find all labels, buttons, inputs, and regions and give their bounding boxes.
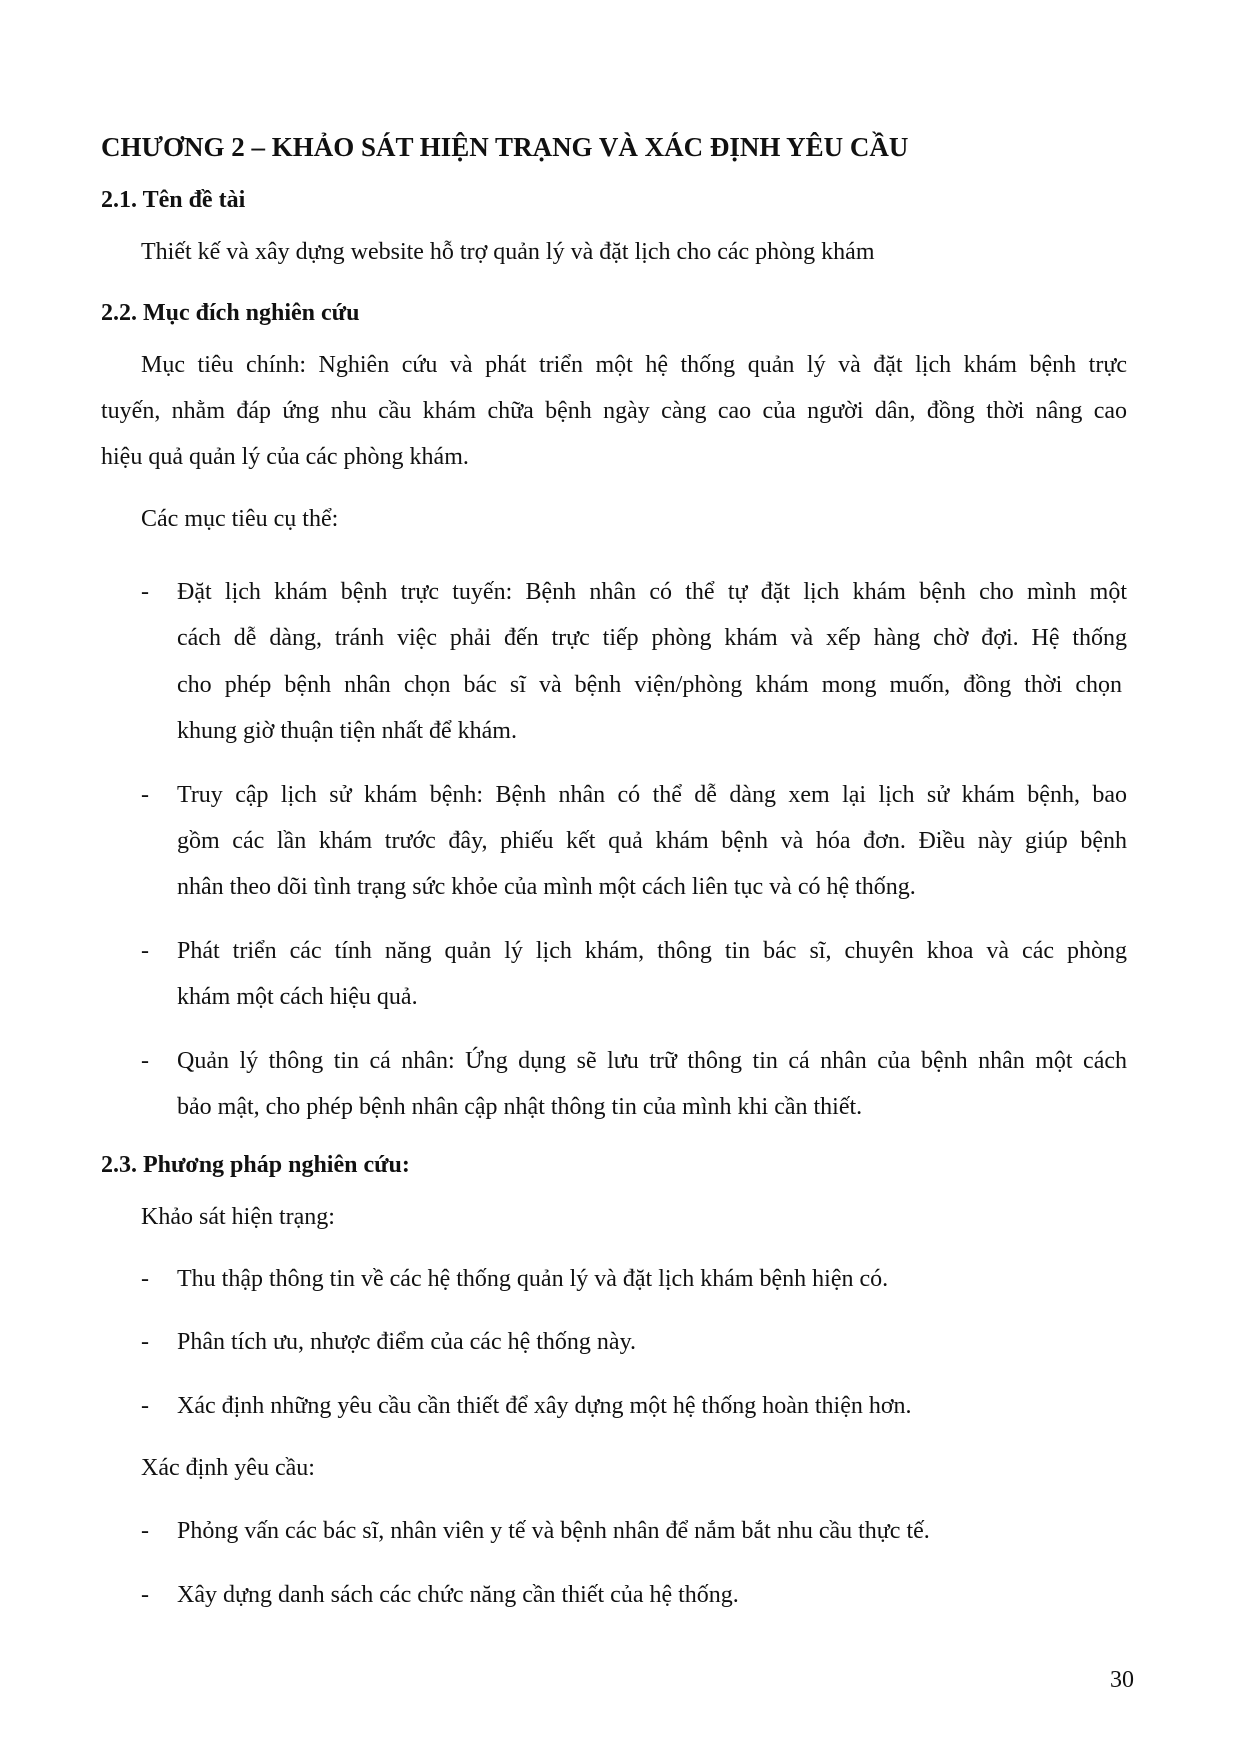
bullet-dash: - — [141, 782, 149, 808]
section-2-1-text: Thiết kế và xây dựng website hỗ trợ quản lý và đặt lịch cho các phòng khám — [141, 239, 875, 265]
main-goal-line-3: hiệu quả quản lý của các phòng khám. — [101, 444, 469, 470]
survey-label: Khảo sát hiện trạng: — [141, 1204, 335, 1230]
requirements-item-2: Xây dựng danh sách các chức năng cần thiết của hệ thống. — [177, 1582, 739, 1608]
bullet-dash: - — [141, 1048, 149, 1074]
section-2-1-heading: 2.1. Tên đề tài — [101, 187, 246, 213]
specific-goals-label: Các mục tiêu cụ thể: — [141, 506, 339, 532]
bullet-dash: - — [141, 1329, 149, 1355]
bullet-1-line-1: Đặt lịch khám bệnh trực tuyến: Bệnh nhân có thể tự đặt lịch khám bệnh cho mình một — [177, 579, 1127, 605]
section-2-2-heading: 2.2. Mục đích nghiên cứu — [101, 300, 360, 326]
section-2-3-heading: 2.3. Phương pháp nghiên cứu: — [101, 1152, 410, 1178]
survey-item-3: Xác định những yêu cầu cần thiết để xây dựng một hệ thống hoàn thiện hơn. — [177, 1393, 912, 1419]
bullet-dash: - — [141, 938, 149, 964]
survey-item-1: Thu thập thông tin về các hệ thống quản lý và đặt lịch khám bệnh hiện có. — [177, 1266, 889, 1292]
bullet-1-line-4: khung giờ thuận tiện nhất để khám. — [177, 718, 517, 744]
bullet-1-line-2: cách dễ dàng, tránh việc phải đến trực tiếp phòng khám và xếp hàng chờ đợi. Hệ thống — [177, 625, 1127, 651]
bullet-dash: - — [141, 579, 149, 605]
requirements-label: Xác định yêu cầu: — [141, 1455, 315, 1481]
survey-item-2: Phân tích ưu, nhược điểm của các hệ thống này. — [177, 1329, 637, 1355]
bullet-4-line-1: Quản lý thông tin cá nhân: Ứng dụng sẽ lưu trữ thông tin cá nhân của bệnh nhân một cách — [177, 1048, 1127, 1074]
bullet-1-line-3: cho phép bệnh nhân chọn bác sĩ và bệnh viện/phòng khám mong muốn, đồng thời chọn — [177, 672, 1122, 698]
page-number: 30 — [1110, 1667, 1134, 1693]
bullet-4-line-2: bảo mật, cho phép bệnh nhân cập nhật thông tin của mình khi cần thiết. — [177, 1094, 863, 1120]
main-goal-line-1: Mục tiêu chính: Nghiên cứu và phát triển một hệ thống quản lý và đặt lịch khám bệnh trực — [141, 352, 1127, 378]
bullet-2-line-3: nhân theo dõi tình trạng sức khỏe của mình một cách liên tục và có hệ thống. — [177, 874, 916, 900]
bullet-3-line-1: Phát triển các tính năng quản lý lịch khám, thông tin bác sĩ, chuyên khoa và các phòng — [177, 938, 1127, 964]
bullet-2-line-1: Truy cập lịch sử khám bệnh: Bệnh nhân có thể dễ dàng xem lại lịch sử khám bệnh, bao — [177, 782, 1127, 808]
bullet-dash: - — [141, 1393, 149, 1419]
main-goal-line-2: tuyến, nhằm đáp ứng nhu cầu khám chữa bệnh ngày càng cao của người dân, đồng thời nâng cao — [101, 398, 1127, 424]
bullet-dash: - — [141, 1518, 149, 1544]
bullet-2-line-2: gồm các lần khám trước đây, phiếu kết quả khám bệnh và hóa đơn. Điều này giúp bệnh — [177, 828, 1127, 854]
bullet-dash: - — [141, 1582, 149, 1608]
bullet-3-line-2: khám một cách hiệu quả. — [177, 984, 418, 1010]
requirements-item-1: Phỏng vấn các bác sĩ, nhân viên y tế và bệnh nhân để nắm bắt nhu cầu thực tế. — [177, 1518, 930, 1544]
chapter-title: CHƯƠNG 2 – KHẢO SÁT HIỆN TRẠNG VÀ XÁC ĐỊNH YÊU CẦU — [101, 132, 909, 162]
bullet-dash: - — [141, 1266, 149, 1292]
